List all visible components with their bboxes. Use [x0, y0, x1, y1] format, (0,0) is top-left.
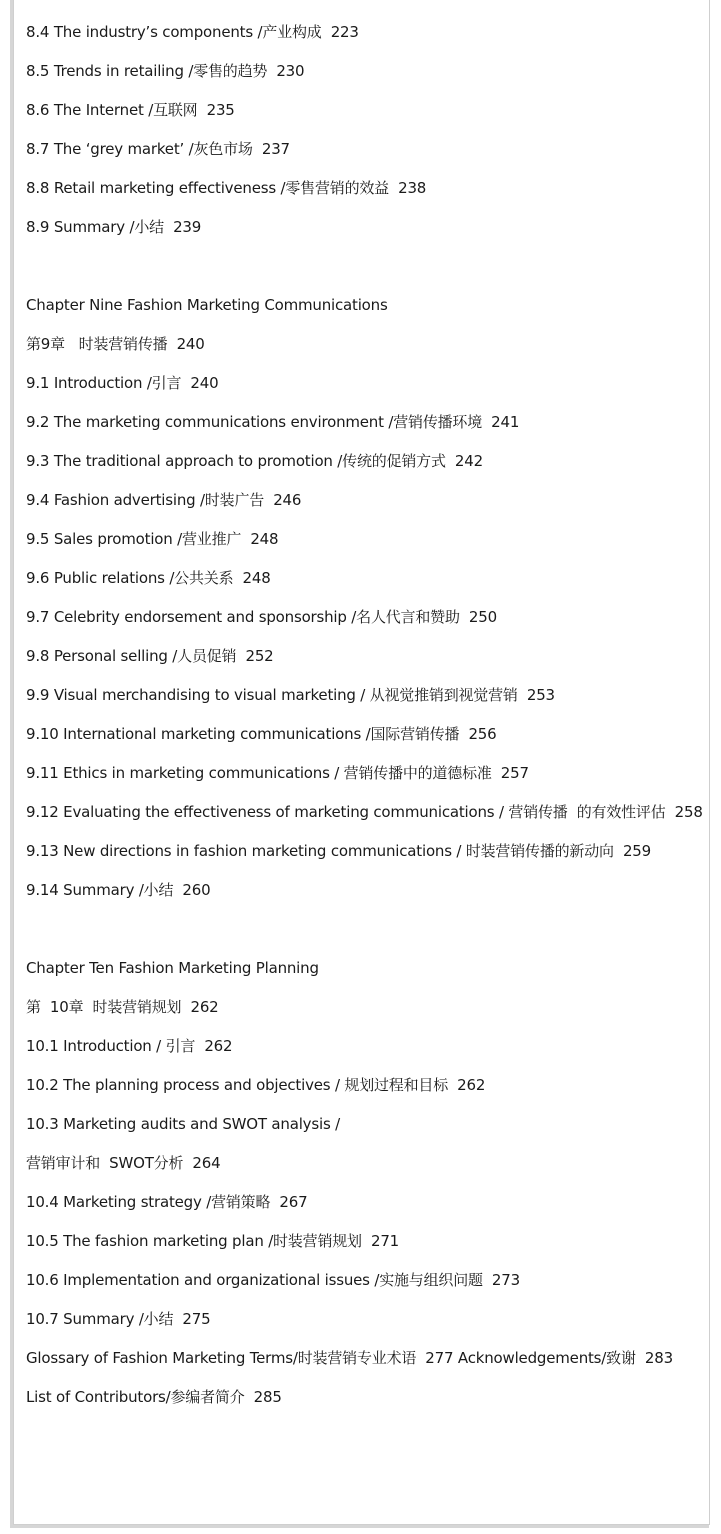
- toc-entry: 9.3 The traditional approach to promotion /传统的促销方式 242: [26, 452, 483, 470]
- document-page: [13, 0, 710, 1525]
- toc-entry: 9.1 Introduction /引言 240: [26, 374, 219, 392]
- section-spacer: [26, 248, 696, 287]
- toc-entry: 8.4 The industry’s components /产业构成 223: [26, 23, 359, 41]
- toc-entry: 10.3 Marketing audits and SWOT analysis /: [26, 1115, 340, 1133]
- toc-entry: 8.8 Retail marketing effectiveness /零售营销的效益 238: [26, 179, 427, 197]
- toc-entry: 8.5 Trends in retailing /零售的趋势 230: [26, 62, 305, 80]
- chapter-heading-cn: 第 10章 时装营销规划 262: [26, 998, 219, 1016]
- toc-entry: 8.6 The Internet /互联网 235: [26, 101, 235, 119]
- toc-entry: Glossary of Fashion Marketing Terms/时装营销专业术语 277 Acknowledgements/致谢 283: [26, 1349, 673, 1367]
- toc-entry: 9.4 Fashion advertising /时装广告 246: [26, 491, 302, 509]
- chapter-heading: Chapter Ten Fashion Marketing Planning: [26, 959, 319, 977]
- toc-entry: 8.7 The ‘grey market’ /灰色市场 237: [26, 140, 290, 158]
- toc-entry: 营销审计和 SWOT分析 264: [26, 1154, 221, 1172]
- toc-entry: 10.1 Introduction / 引言 262: [26, 1037, 233, 1055]
- toc-entry: 10.7 Summary /小结 275: [26, 1310, 211, 1328]
- toc-entry: 9.10 International marketing communications /国际营销传播 256: [26, 725, 497, 743]
- toc-entry: 10.5 The fashion marketing plan /时装营销规划 271: [26, 1232, 400, 1250]
- toc-entry: List of Contributors/参编者简介 285: [26, 1388, 282, 1406]
- toc-entry: 8.9 Summary /小结 239: [26, 218, 202, 236]
- section-spacer: [26, 911, 696, 950]
- toc-entry: 9.5 Sales promotion /营业推广 248: [26, 530, 279, 548]
- toc-entry: 9.6 Public relations /公共关系 248: [26, 569, 271, 587]
- toc-entry: 10.4 Marketing strategy /营销策略 267: [26, 1193, 308, 1211]
- table-of-contents: [26, 14, 703, 1418]
- toc-entry: 9.14 Summary /小结 260: [26, 881, 211, 899]
- toc-entry: 10.2 The planning process and objectives / 规划过程和目标 262: [26, 1076, 486, 1094]
- toc-entry: 9.2 The marketing communications environment /营销传播环境 241: [26, 413, 520, 431]
- chapter-heading-cn: 第9章 时装营销传播 240: [26, 335, 205, 353]
- toc-entry: 9.13 New directions in fashion marketing communications / 时装营销传播的新动向 259: [26, 842, 651, 860]
- toc-entry: 9.8 Personal selling /人员促销 252: [26, 647, 274, 665]
- toc-entry: 9.9 Visual merchandising to visual marketing / 从视觉推销到视觉营销 253: [26, 686, 555, 704]
- toc-entry: 9.11 Ethics in marketing communications / 营销传播中的道德标准 257: [26, 764, 529, 782]
- toc-entry: 9.7 Celebrity endorsement and sponsorship /名人代言和赞助 250: [26, 608, 497, 626]
- toc-entry: 10.6 Implementation and organizational issues /实施与组织问题 273: [26, 1271, 520, 1289]
- chapter-heading: Chapter Nine Fashion Marketing Communications: [26, 296, 388, 314]
- toc-entry: 9.12 Evaluating the effectiveness of marketing communications / 营销传播 的有效性评估 258: [26, 803, 703, 821]
